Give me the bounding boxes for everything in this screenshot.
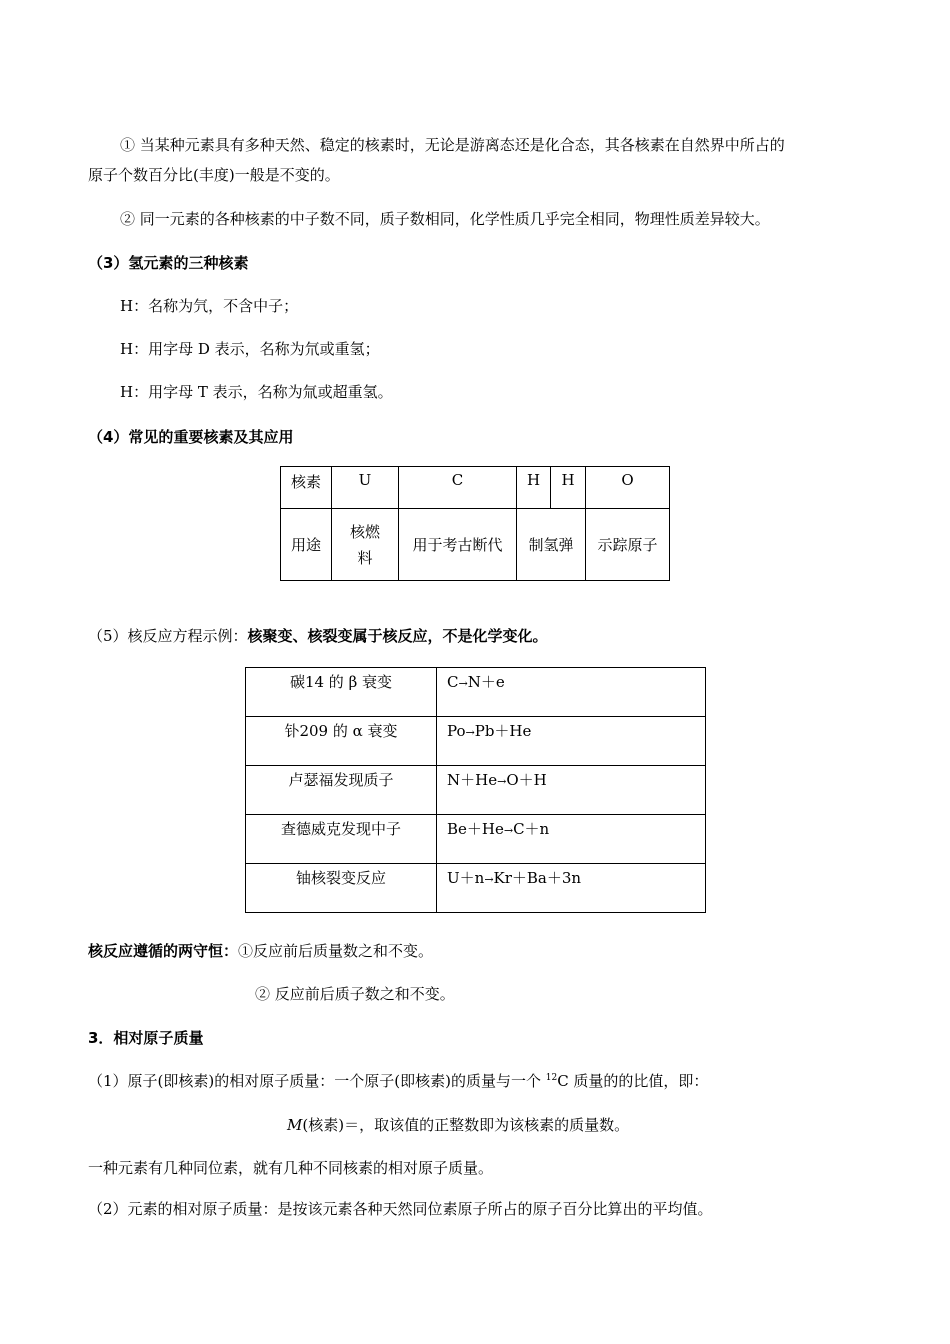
use-o-cell: 示踪原子: [586, 509, 670, 581]
reaction-name: 铀核裂变反应: [246, 864, 437, 913]
nuclide-h2-cell: H: [517, 467, 551, 509]
heading-4: （4）常见的重要核素及其应用: [88, 428, 294, 446]
reaction-equation: U＋n→Kr＋Ba＋3n: [437, 864, 706, 913]
reaction-row: [246, 717, 706, 766]
reaction-row: [246, 766, 706, 815]
reaction-equation: Be＋He→C＋n: [437, 815, 706, 864]
heading-3: （3）氢元素的三种核素: [88, 254, 249, 272]
conservation-rule-1: ①反应前后质量数之和不变。: [238, 942, 434, 960]
use-c-cell: 用于考古断代: [399, 509, 517, 581]
reaction-row: [246, 815, 706, 864]
use-h-cell: 制氢弹: [517, 509, 586, 581]
nuclide-h3-cell: H: [551, 467, 586, 509]
element-relative-mass: （2）元素的相对原子质量：是按该元素各种天然同位素原子所占的原子百分比算出的平均值。: [88, 1200, 713, 1218]
conservation-rule-2: ② 反应前后质子数之和不变。: [255, 985, 455, 1003]
hydrogen-line-2: H：用字母 D 表示，名称为氘或重氢；: [120, 340, 380, 358]
nuclide-table: [280, 466, 670, 581]
nuclide-header-cell: 核素: [281, 467, 332, 509]
reaction-name: 查德威克发现中子: [246, 815, 437, 864]
paragraph-1-line-2: 原子个数百分比(丰度)一般是不变的。: [88, 166, 340, 184]
use-u-cell: 核燃料: [332, 509, 399, 581]
nuclide-o-cell: O: [586, 467, 670, 509]
heading-5: [88, 626, 548, 646]
reaction-row: [246, 668, 706, 717]
section-3-title: 3．相对原子质量: [88, 1029, 204, 1047]
heading-5-bold: 核聚变、核裂变属于核反应，不是化学变化。: [247, 627, 548, 645]
reaction-name: 卢瑟福发现质子: [246, 766, 437, 815]
reaction-equation: Po→Pb＋He: [437, 717, 706, 766]
reaction-name: 碳14 的 β 衰变: [246, 668, 437, 717]
use-header-cell: 用途: [281, 509, 332, 581]
hydrogen-line-1: H：名称为氕，不含中子；: [120, 297, 299, 315]
formula-variable: M: [287, 1116, 303, 1134]
nuclide-u-cell: U: [332, 467, 399, 509]
relative-mass-formula: M(核素)＝，取该值的正整数即为该核素的质量数。: [287, 1116, 630, 1134]
hydrogen-line-3: H：用字母 T 表示，名称为氚或超重氢。: [120, 383, 393, 401]
reaction-equation: N＋He→O＋H: [437, 766, 706, 815]
relative-mass-definition: （1）原子(即核素)的相对原子质量：一个原子(即核素)的质量与一个 $^{12}$C 质量的的比值，即：: [88, 1072, 709, 1090]
conservation-line-1: [88, 941, 433, 961]
nuclear-reaction-table: [245, 667, 706, 913]
heading-5-prefix: （5）核反应方程示例：: [88, 627, 248, 645]
paragraph-2: ② 同一元素的各种核素的中子数不同，质子数相同，化学性质几乎完全相同，物理性质差异较大。: [120, 210, 770, 228]
reaction-name: 钋209 的 α 衰变: [246, 717, 437, 766]
nuclide-c-cell: C: [399, 467, 517, 509]
isotope-note: 一种元素有几种同位素，就有几种不同核素的相对原子质量。: [88, 1159, 494, 1177]
reaction-equation: C→N＋e: [437, 668, 706, 717]
paragraph-1-line-1: ① 当某种元素具有多种天然、稳定的核素时，无论是游离态还是化合态，其各核素在自然界中所占的: [120, 136, 785, 154]
reaction-row: [246, 864, 706, 913]
conservation-heading: 核反应遵循的两守恒：: [88, 942, 239, 960]
mass-number-superscript: 12: [545, 1073, 558, 1083]
